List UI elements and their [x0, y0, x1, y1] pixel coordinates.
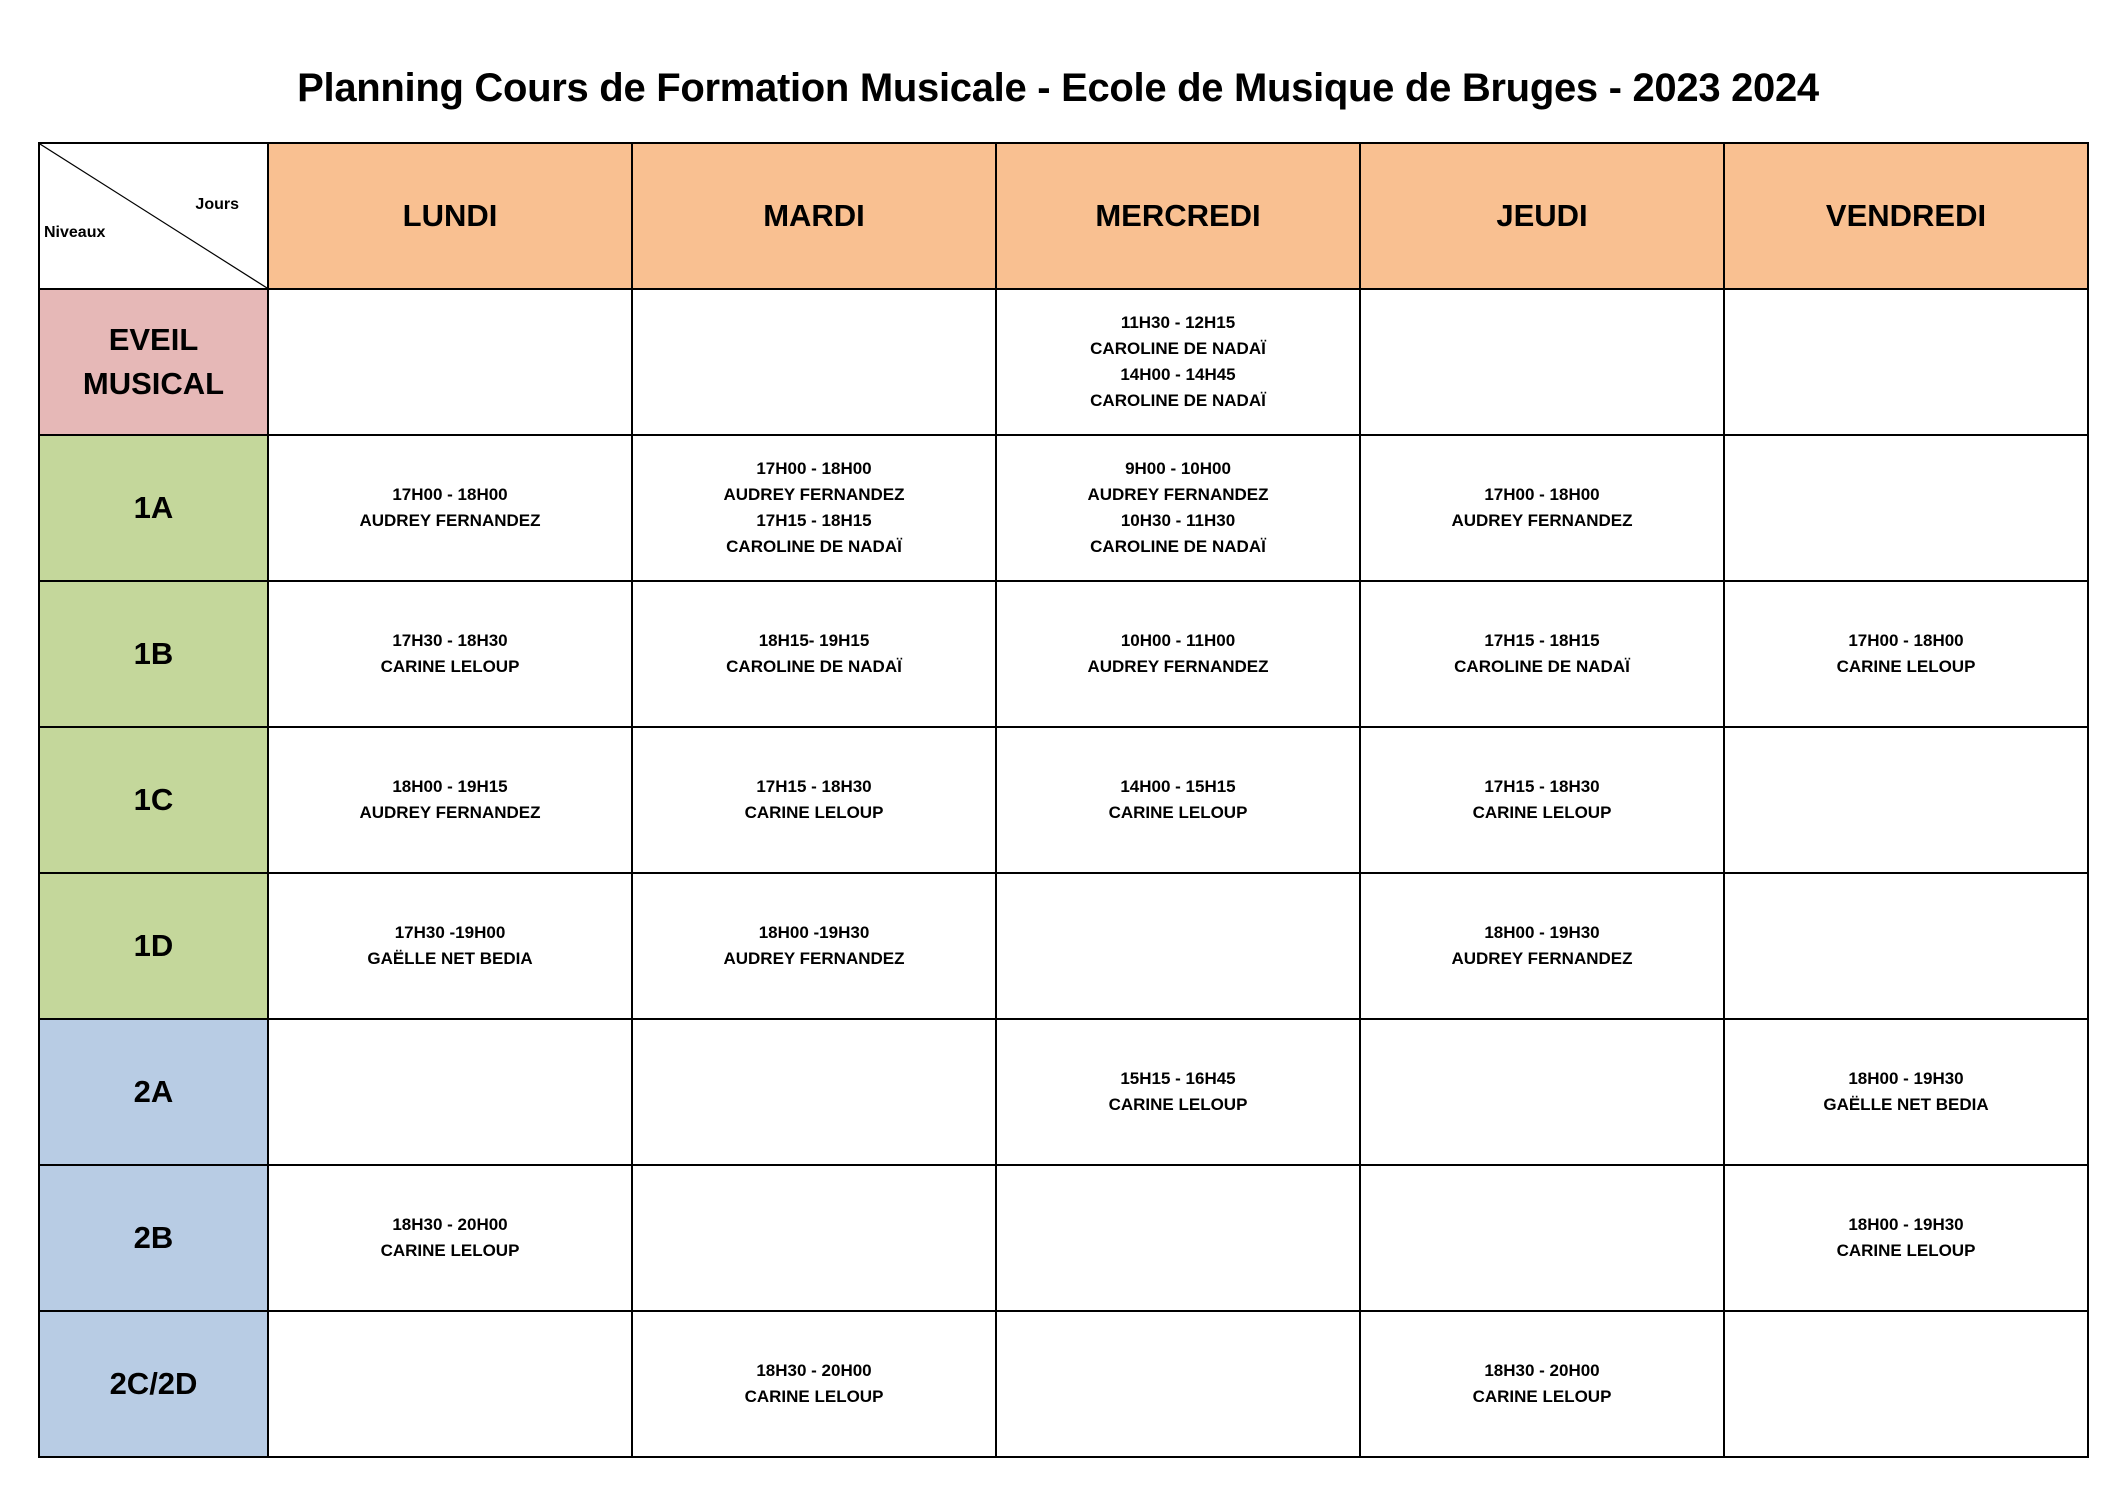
slot-time: 17H15 - 18H30 — [756, 777, 872, 796]
slot-time: 17H00 - 18H00 — [392, 485, 508, 504]
schedule-cell — [632, 435, 996, 581]
schedule-cell — [996, 581, 1360, 727]
schedule-cell — [1360, 289, 1724, 435]
slot-time: 15H15 - 16H45 — [1120, 1069, 1236, 1088]
day-header-lundi: LUNDI — [268, 143, 632, 289]
schedule-cell — [632, 1019, 996, 1165]
slot-teacher: CAROLINE DE NADAÏ — [1454, 657, 1630, 676]
table-row — [39, 1165, 2088, 1311]
schedule-cell — [632, 873, 996, 1019]
page-title: Planning Cours de Formation Musicale - Ecole de Musique de Bruges - 2023 2024 — [297, 66, 1819, 110]
table-row — [39, 435, 2088, 581]
schedule-cell — [1724, 1311, 2088, 1457]
schedule-cell — [1724, 435, 2088, 581]
schedule-cell — [632, 581, 996, 727]
schedule-cell — [632, 727, 996, 873]
slot-teacher: GAËLLE NET BEDIA — [367, 949, 533, 968]
schedule-cell — [1360, 581, 1724, 727]
level-label: 1B — [39, 581, 268, 727]
slot-time: 18H00 - 19H15 — [392, 777, 508, 796]
slot-time: 10H00 - 11H00 — [1120, 631, 1236, 650]
slot-time: 17H30 - 18H30 — [392, 631, 508, 650]
schedule-cell — [996, 727, 1360, 873]
table-row — [39, 1311, 2088, 1457]
table-row — [39, 289, 2088, 435]
day-header-mardi: MARDI — [632, 143, 996, 289]
schedule-cell — [268, 581, 632, 727]
schedule-cell — [632, 1311, 996, 1457]
level-label: 1A — [39, 435, 268, 581]
slot-time: 17H15 - 18H15 — [1484, 631, 1600, 650]
slot-teacher: CAROLINE DE NADAÏ — [1090, 537, 1266, 556]
slot-teacher: AUDREY FERNANDEZ — [1087, 485, 1269, 504]
schedule-cell — [268, 1019, 632, 1165]
level-label: 1C — [39, 727, 268, 873]
slot-time: 17H00 - 18H00 — [1848, 631, 1964, 650]
slot-time: 17H15 - 18H30 — [1484, 777, 1600, 796]
slot-time: 9H00 - 10H00 — [1125, 459, 1231, 478]
schedule-table — [38, 142, 2089, 1458]
slot-teacher: AUDREY FERNANDEZ — [1087, 657, 1269, 676]
slot-time: 18H30 - 20H00 — [756, 1361, 872, 1380]
slot-teacher: CAROLINE DE NADAÏ — [726, 537, 902, 556]
schedule-cell — [996, 289, 1360, 435]
schedule-cell — [1360, 1165, 1724, 1311]
slot-time: 11H30 - 12H15 — [1120, 313, 1236, 332]
slot-time: 14H00 - 14H45 — [1120, 365, 1236, 384]
schedule-cell — [996, 435, 1360, 581]
schedule-cell — [996, 1019, 1360, 1165]
slot-teacher: CARINE LELOUP — [1836, 1241, 1976, 1260]
schedule-cell — [1724, 581, 2088, 727]
level-label: EVEIL MUSICAL — [39, 289, 268, 435]
slot-teacher: CARINE LELOUP — [380, 1241, 520, 1260]
slot-teacher: CARINE LELOUP — [1836, 657, 1976, 676]
schedule-cell — [268, 1165, 632, 1311]
schedule-cell — [1724, 727, 2088, 873]
schedule-cell — [1724, 873, 2088, 1019]
slot-teacher: AUDREY FERNANDEZ — [359, 803, 541, 822]
slot-time: 18H00 -19H30 — [758, 923, 870, 942]
corner-header-cell — [39, 143, 268, 289]
slot-time: 17H15 - 18H15 — [756, 511, 872, 530]
schedule-cell — [996, 1311, 1360, 1457]
schedule-cell — [268, 1311, 632, 1457]
level-label: 2A — [39, 1019, 268, 1165]
corner-levels-label: Niveaux — [44, 224, 106, 241]
slot-teacher: AUDREY FERNANDEZ — [1451, 949, 1633, 968]
slot-teacher: CARINE LELOUP — [1108, 1095, 1248, 1114]
schedule-cell — [268, 289, 632, 435]
slot-time: 17H30 -19H00 — [394, 923, 506, 942]
level-label: 2C/2D — [39, 1311, 268, 1457]
slot-teacher: CAROLINE DE NADAÏ — [726, 657, 902, 676]
slot-time: 17H00 - 18H00 — [756, 459, 872, 478]
table-row — [39, 581, 2088, 727]
table-row — [39, 873, 2088, 1019]
table-row — [39, 727, 2088, 873]
slot-time: 18H30 - 20H00 — [1484, 1361, 1600, 1380]
level-label: 2B — [39, 1165, 268, 1311]
slot-teacher: CAROLINE DE NADAÏ — [1090, 339, 1266, 358]
schedule-cell — [1360, 435, 1724, 581]
day-header-mercredi: MERCREDI — [996, 143, 1360, 289]
schedule-cell — [1360, 1019, 1724, 1165]
schedule-cell — [632, 1165, 996, 1311]
slot-time: 18H30 - 20H00 — [392, 1215, 508, 1234]
day-header-jeudi: JEUDI — [1360, 143, 1724, 289]
schedule-cell — [1724, 1165, 2088, 1311]
day-header-vendredi: VENDREDI — [1724, 143, 2088, 289]
level-label: 1D — [39, 873, 268, 1019]
slot-teacher: CARINE LELOUP — [1472, 1387, 1612, 1406]
slot-teacher: AUDREY FERNANDEZ — [723, 485, 905, 504]
slot-teacher: AUDREY FERNANDEZ — [359, 511, 541, 530]
slot-teacher: CARINE LELOUP — [1472, 803, 1612, 822]
table-row — [39, 1019, 2088, 1165]
header-row — [39, 143, 2088, 289]
slot-time: 18H00 - 19H30 — [1848, 1215, 1964, 1234]
schedule-cell — [1360, 1311, 1724, 1457]
slot-time: 14H00 - 15H15 — [1120, 777, 1236, 796]
schedule-cell — [1724, 1019, 2088, 1165]
slot-teacher: GAËLLE NET BEDIA — [1823, 1095, 1989, 1114]
diagonal-divider — [40, 144, 267, 288]
slot-teacher: CARINE LELOUP — [744, 803, 884, 822]
slot-teacher: CARINE LELOUP — [380, 657, 520, 676]
slot-teacher: CARINE LELOUP — [1108, 803, 1248, 822]
schedule-cell — [1360, 873, 1724, 1019]
schedule-cell — [632, 289, 996, 435]
schedule-cell — [996, 873, 1360, 1019]
schedule-cell — [268, 727, 632, 873]
slot-time: 10H30 - 11H30 — [1120, 511, 1236, 530]
slot-time: 18H00 - 19H30 — [1484, 923, 1600, 942]
schedule-cell — [996, 1165, 1360, 1311]
schedule-cell — [1724, 289, 2088, 435]
schedule-cell — [268, 873, 632, 1019]
slot-teacher: CARINE LELOUP — [744, 1387, 884, 1406]
slot-teacher: AUDREY FERNANDEZ — [1451, 511, 1633, 530]
slot-time: 18H00 - 19H30 — [1848, 1069, 1964, 1088]
schedule-cell — [268, 435, 632, 581]
schedule-body — [39, 289, 2088, 1457]
corner-days-label: Jours — [195, 196, 239, 213]
slot-teacher: CAROLINE DE NADAÏ — [1090, 391, 1266, 410]
schedule-cell — [1360, 727, 1724, 873]
slot-time: 18H15- 19H15 — [758, 631, 870, 650]
slot-time: 17H00 - 18H00 — [1484, 485, 1600, 504]
slot-teacher: AUDREY FERNANDEZ — [723, 949, 905, 968]
